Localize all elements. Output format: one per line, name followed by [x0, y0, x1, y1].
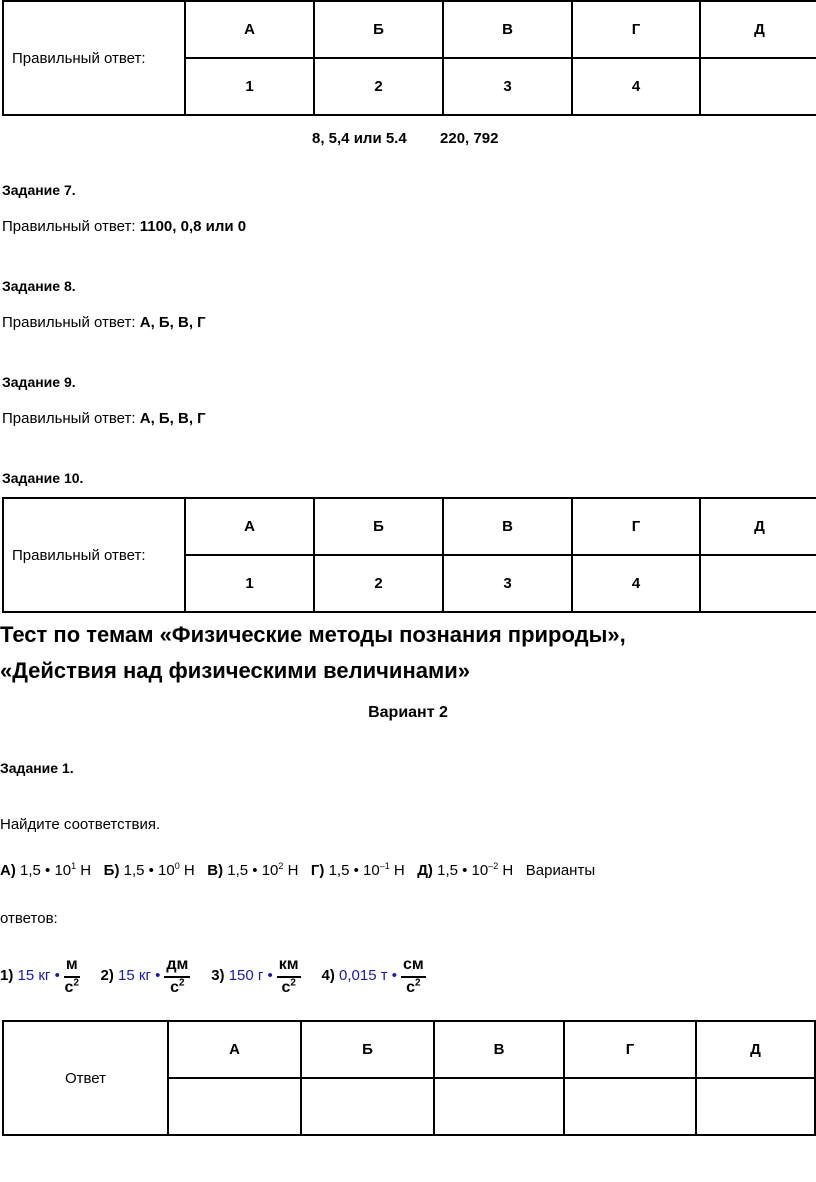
- table-cell: 3: [443, 58, 572, 115]
- variants-label-continued: ответов:: [0, 910, 58, 927]
- table-header: Б: [314, 1, 443, 58]
- table-header: Б: [314, 498, 443, 555]
- table-cell: 4: [572, 555, 700, 612]
- table-header: Г: [564, 1021, 696, 1078]
- answer-variant: 3) 150 г • $\frac{км}{с^2}$: [211, 956, 299, 996]
- table-header: Б: [301, 1021, 434, 1078]
- table-label: Ответ: [3, 1021, 168, 1135]
- unit-fraction: $\frac{м}{с^2}$: [64, 956, 79, 996]
- table-header: А: [185, 1, 314, 58]
- option-item: Г) 1,5 • $10^{-1}$ Н: [310, 861, 405, 879]
- table-cell: 1: [185, 555, 314, 612]
- table-header: В: [443, 1, 572, 58]
- table-cell: 3: [443, 555, 572, 612]
- answer-label: Правильный ответ:: [2, 218, 140, 235]
- answer-cell[interactable]: [301, 1078, 434, 1135]
- test-title-line-2: «Действия над физическими величинами»: [0, 658, 471, 683]
- table-cell: 1: [185, 58, 314, 115]
- answer-cell[interactable]: [564, 1078, 696, 1135]
- task7-answer-line: [2, 218, 246, 235]
- answer-variant: 2) 15 кг • $\frac{дм}{с^2}$: [100, 956, 189, 996]
- task1-instruction: Найдите соответствия.: [0, 816, 161, 833]
- variants-label: Варианты: [525, 862, 596, 879]
- table-cell: 2: [314, 58, 443, 115]
- answer-value: А, Б, В, Г: [139, 410, 206, 427]
- table-cell: [700, 58, 816, 115]
- task9-heading: Задание 9.: [2, 374, 76, 390]
- task6-answer: 8, 5,4 или 5.4 220, 792: [312, 130, 499, 147]
- table-cell: [700, 555, 816, 612]
- table-header: Д: [700, 498, 816, 555]
- task7-heading: Задание 7.: [2, 182, 76, 198]
- table-cell: 2: [314, 555, 443, 612]
- answer-cell[interactable]: [168, 1078, 301, 1135]
- task1-answer-variants: [0, 956, 426, 997]
- answer-label: Правильный ответ:: [2, 410, 140, 427]
- task1-options: [0, 862, 595, 879]
- option-item: А) 1,5 • $10^1$ Н: [0, 861, 92, 879]
- answer-cell[interactable]: [434, 1078, 564, 1135]
- task1-heading: Задание 1.: [0, 760, 74, 776]
- table-header: В: [434, 1021, 564, 1078]
- answer-table-task10: [2, 497, 816, 613]
- task8-answer-line: [2, 314, 206, 331]
- answer-variant: 4) 0,015 т • $\frac{см}{с^2}$: [321, 956, 424, 996]
- table-header: А: [185, 498, 314, 555]
- table-label: Правильный ответ:: [3, 1, 185, 115]
- answer-variant: 1) 15 кг • $\frac{м}{с^2}$: [0, 956, 79, 996]
- answer-label: Правильный ответ:: [2, 314, 140, 331]
- table-header: Г: [572, 1, 700, 58]
- unit-fraction: $\frac{дм}{с^2}$: [166, 956, 189, 996]
- option-item: В) 1,5 • $10^2$ Н: [207, 861, 299, 879]
- table-header: А: [168, 1021, 301, 1078]
- task9-answer-line: [2, 410, 206, 427]
- table-header: Д: [696, 1021, 815, 1078]
- table-cell: 4: [572, 58, 700, 115]
- answer-table-task1: [2, 1020, 816, 1136]
- unit-fraction: $\frac{см}{с^2}$: [403, 956, 424, 996]
- answer-cell[interactable]: [696, 1078, 815, 1135]
- variant-title: Вариант 2: [368, 704, 448, 721]
- test-title-line-1: Тест по темам «Физические методы познания природы»,: [0, 622, 626, 647]
- table-header: В: [443, 498, 572, 555]
- table-header: Д: [700, 1, 816, 58]
- task8-heading: Задание 8.: [2, 278, 76, 294]
- option-item: Д) 1,5 • $10^{-2}$ Н: [417, 861, 514, 879]
- table-header: Г: [572, 498, 700, 555]
- answer-table-top: [2, 0, 816, 116]
- unit-fraction: $\frac{км}{с^2}$: [278, 956, 299, 996]
- task10-heading: Задание 10.: [2, 470, 84, 486]
- answer-value: А, Б, В, Г: [139, 314, 206, 331]
- answer-value: 1100, 0,8 или 0: [139, 218, 247, 235]
- table-label: Правильный ответ:: [3, 498, 185, 612]
- option-item: Б) 1,5 • $10^0$ Н: [103, 861, 195, 879]
